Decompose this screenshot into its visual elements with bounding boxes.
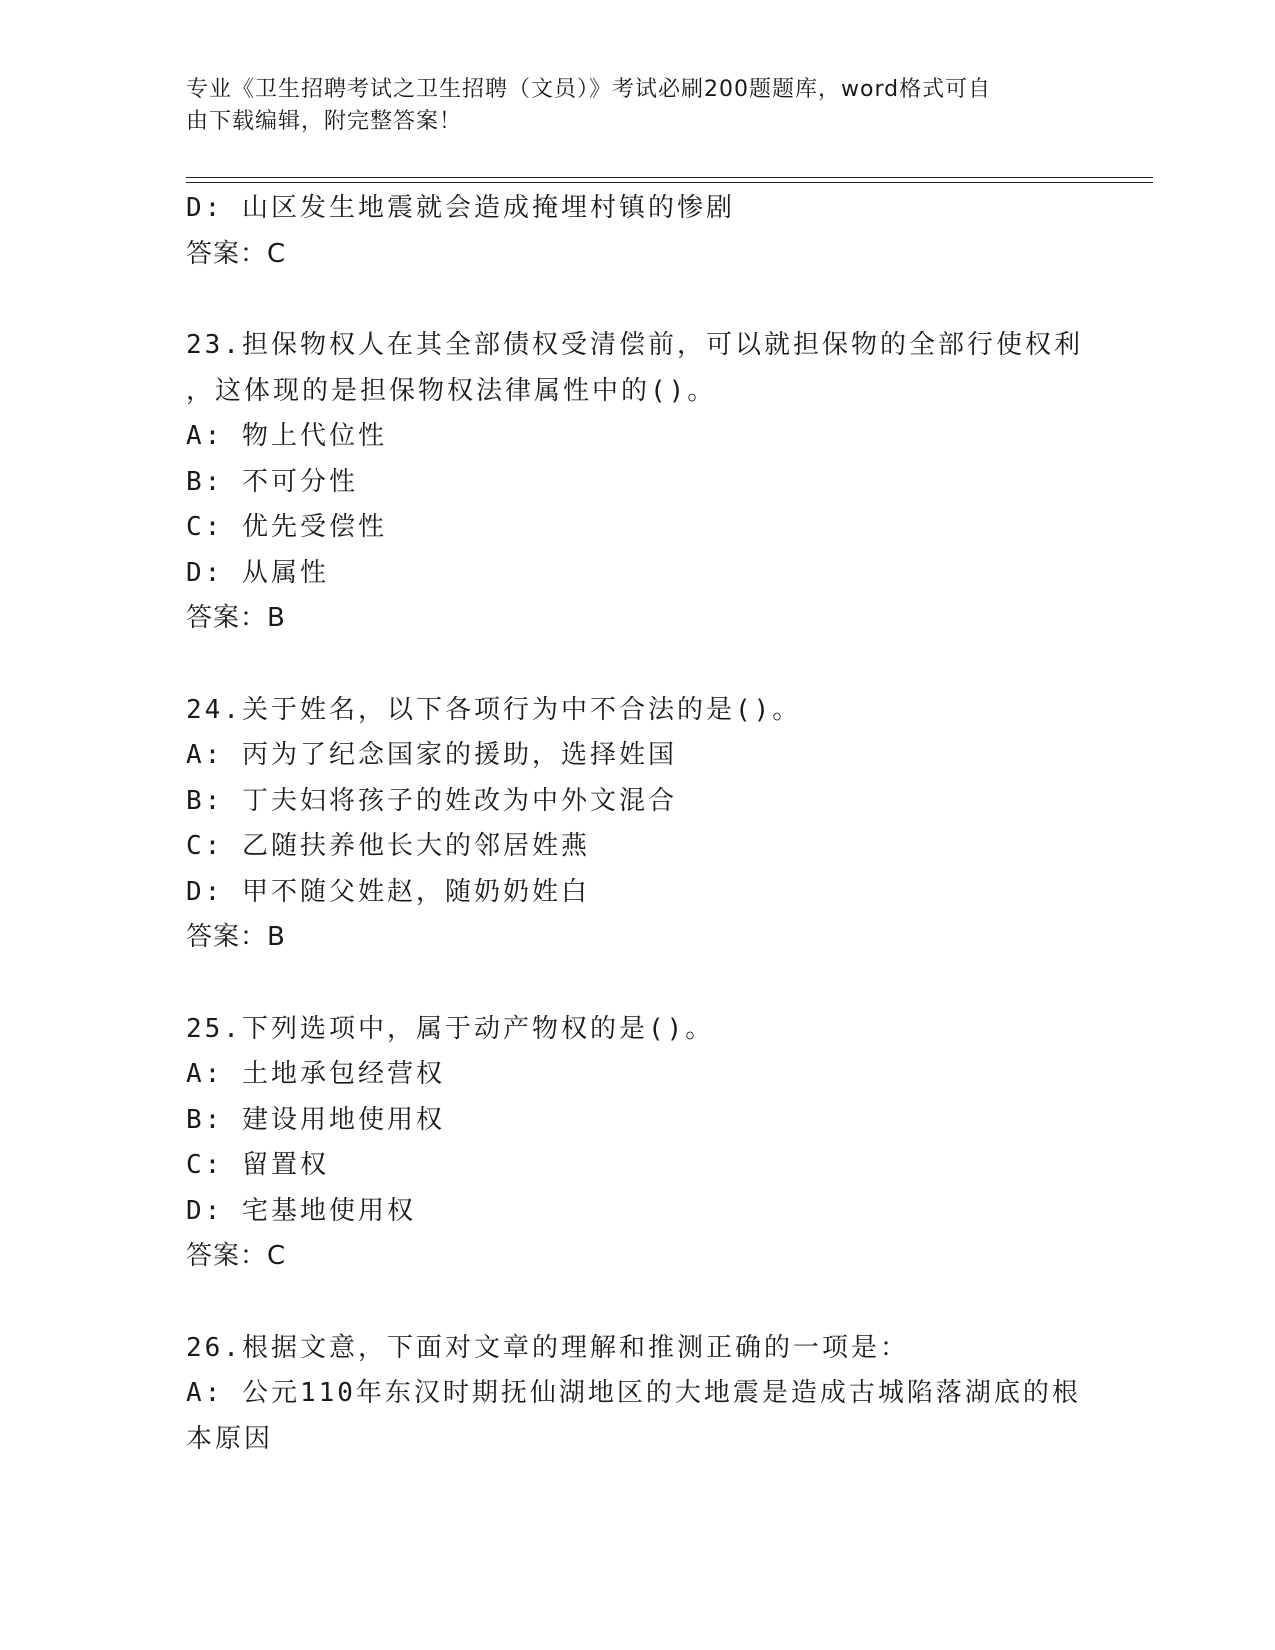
answer: 答案：B [186,922,286,952]
option-c: C: 留置权 [186,1150,329,1180]
question-list [186,186,1086,1462]
question-stem: 23.担保物权人在其全部债权受清偿前，可以就担保物的全部行使权利 [186,330,1083,360]
option-d: D: 山区发生地震就会造成掩埋村镇的惨剧 [186,193,735,223]
header-divider-bottom [186,182,1153,183]
spacer [186,642,1086,688]
option-c: C: 乙随扶养他长大的邻居姓燕 [186,831,590,861]
option-a-continued: 本原因 [186,1423,274,1454]
option-b: B: 不可分性 [186,466,358,497]
option-d: D: 甲不随父姓赵，随奶奶姓白 [186,876,590,907]
answer: 答案：C [186,1241,287,1271]
spacer [186,961,1086,1007]
question-stem: 25.下列选项中，属于动产物权的是()。 [186,1013,715,1044]
answer: 答案：C [186,238,287,269]
header-line-1: 专业《卫生招聘考试之卫生招聘（文员）》考试必刷200题题库，word格式可自 [186,77,992,102]
option-d: D: 宅基地使用权 [186,1195,416,1226]
spacer [186,277,1086,323]
document-header [186,74,1066,138]
option-a: A: 物上代位性 [186,421,387,451]
question-stem: 24.关于姓名，以下各项行为中不合法的是()。 [186,694,802,725]
option-b: B: 丁夫妇将孩子的姓改为中外文混合 [186,785,677,816]
option-d: D: 从属性 [186,557,329,588]
spacer [186,1280,1086,1326]
answer: 答案：B [186,603,286,633]
option-a: A: 公元110年东汉时期抚仙湖地区的大地震是造成古城陷落湖底的根 [186,1378,1081,1408]
question-24 [186,688,1086,961]
option-a: A: 丙为了纪念国家的援助，选择姓国 [186,740,677,770]
header-divider-top [186,177,1153,178]
question-stem: 26.根据文意，下面对文章的理解和推测正确的一项是： [186,1332,909,1363]
option-b: B: 建设用地使用权 [186,1104,445,1135]
question-22-tail [186,186,1086,277]
question-25 [186,1007,1086,1280]
question-26 [186,1326,1086,1463]
header-line-2: 由下载编辑，附完整答案！ [186,109,463,134]
option-a: A: 土地承包经营权 [186,1059,445,1089]
question-stem-continued: ，这体现的是担保物权法律属性中的()。 [186,375,717,406]
option-c: C: 优先受偿性 [186,512,387,542]
question-23 [186,323,1086,642]
